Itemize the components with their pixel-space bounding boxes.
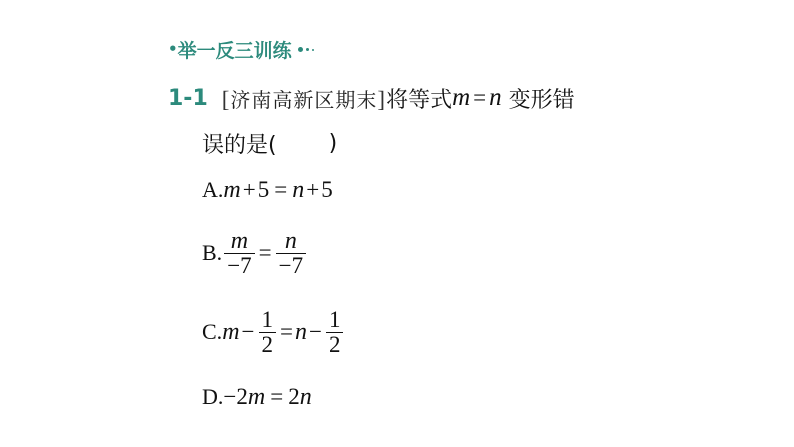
header-dot-3	[312, 49, 314, 51]
option-c-term1: m	[222, 318, 240, 345]
option-b-denominator-2: −7	[278, 252, 304, 278]
stem-after: 变形错	[501, 87, 575, 113]
option-d-term1: m	[247, 383, 266, 410]
option-a-num1: 5	[257, 177, 270, 202]
option-c-eq: =	[280, 319, 293, 344]
eq-left: m	[452, 84, 471, 111]
option-b-numerator-1: m	[230, 227, 249, 254]
option-d-coef: 2	[288, 384, 300, 409]
option-a-term1: m	[223, 176, 241, 203]
source-text: 济南高新区期末	[230, 87, 378, 112]
eq-right: n	[489, 84, 502, 111]
question-line-2	[202, 127, 337, 159]
option-d-eq: =	[270, 384, 284, 409]
option-c-numerator-1: 1	[261, 306, 274, 332]
section-header	[168, 36, 314, 63]
option-a-eq: =	[274, 177, 288, 202]
option-a-term2: n	[292, 176, 305, 203]
option-c-op2: −	[309, 319, 322, 344]
option-c-term2: n	[295, 318, 307, 345]
option-b-fraction-2	[276, 229, 306, 278]
header-dot-left: •	[168, 40, 178, 58]
option-b-fraction-1	[224, 229, 254, 278]
option-d-neg-coef: −2	[223, 384, 248, 409]
option-c-denominator-1: 2	[261, 331, 274, 357]
option-a-op2: +	[306, 177, 320, 202]
option-b-numerator-2: n	[284, 227, 297, 254]
option-d-term2: n	[299, 383, 312, 410]
header-dots-right	[295, 47, 314, 52]
question-number: 1-1	[168, 85, 208, 111]
question-source	[222, 84, 386, 113]
option-a[interactable]	[202, 174, 333, 206]
option-c[interactable]	[202, 304, 345, 360]
option-a-op1: +	[242, 177, 256, 202]
option-c-fraction-1	[259, 308, 277, 357]
option-b-denominator-1: −7	[227, 252, 252, 278]
stem-line2: 误的是(	[202, 132, 277, 158]
section-title: 举一反三训练	[177, 40, 292, 62]
question-line-1	[168, 82, 575, 114]
header-dot-1	[298, 47, 303, 52]
option-c-op1: −	[241, 319, 255, 344]
option-d[interactable]	[202, 381, 312, 413]
option-c-fraction-2	[326, 308, 344, 357]
option-c-numerator-2: 1	[328, 306, 341, 332]
option-a-num2: 5	[321, 177, 333, 202]
option-c-denominator-2: 2	[328, 331, 341, 357]
eq-sign: =	[473, 85, 487, 110]
stem-before: 将等式	[386, 87, 453, 113]
option-b[interactable]	[202, 225, 308, 281]
stem-close: )	[328, 130, 338, 156]
option-d-label: D.	[202, 384, 224, 409]
source-bracket-open: [	[221, 86, 231, 112]
option-a-label: A.	[202, 177, 224, 202]
header-dot-2	[306, 48, 309, 51]
source-bracket-close: ]	[377, 86, 387, 112]
option-b-label: B.	[202, 240, 223, 265]
option-c-label: C.	[202, 319, 223, 344]
option-b-eq: =	[258, 240, 272, 265]
